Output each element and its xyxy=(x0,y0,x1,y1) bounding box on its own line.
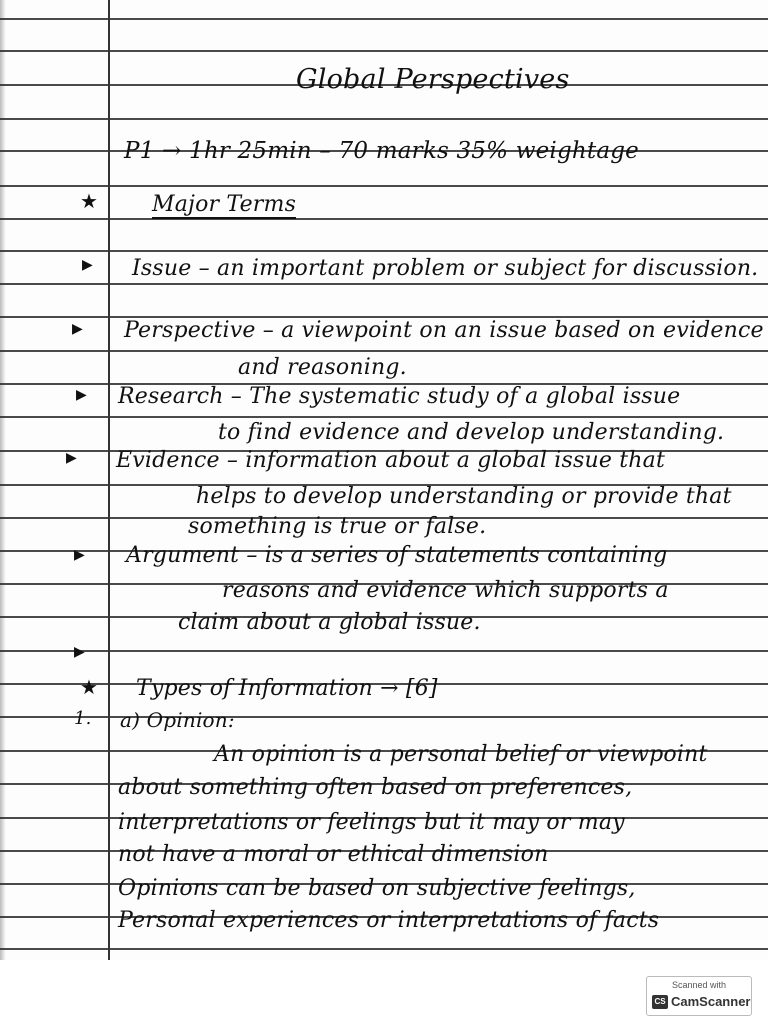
ruled-line xyxy=(0,650,768,652)
ruled-line xyxy=(0,218,768,220)
margin-line xyxy=(108,0,110,960)
ruled-line xyxy=(0,716,768,718)
term-argument: Argument – is a series of statements containing xyxy=(126,543,668,568)
ruled-line xyxy=(0,118,768,120)
paper-info-line: P1 → 1hr 25min – 70 marks 35% weightage xyxy=(124,138,639,164)
ruled-line xyxy=(0,416,768,418)
ruled-line xyxy=(0,250,768,252)
term-perspective-cont: and reasoning. xyxy=(238,355,407,380)
watermark-brand: CamScanner xyxy=(671,994,751,1009)
item-title-opinion: a) Opinion: xyxy=(120,708,235,732)
term-argument-cont2: claim about a global issue. xyxy=(178,610,481,635)
triangle-bullet-icon: ▶ xyxy=(74,644,85,660)
item-number: 1. xyxy=(74,708,92,729)
camscanner-logo-icon: CS xyxy=(652,995,668,1009)
triangle-bullet-icon: ▶ xyxy=(76,387,87,403)
term-perspective: Perspective – a viewpoint on an issue based on evidence xyxy=(124,318,764,343)
opinion-paragraph-line: Personal experiences or interpretations of facts xyxy=(118,908,660,933)
ruled-line xyxy=(0,283,768,285)
triangle-bullet-icon: ▶ xyxy=(82,257,93,273)
term-evidence-cont2: something is true or false. xyxy=(188,514,487,539)
term-research-cont: to find evidence and develop understanding. xyxy=(218,420,725,445)
page-title: Global Perspectives xyxy=(296,64,570,95)
watermark-caption: Scanned with xyxy=(671,980,727,990)
term-issue: Issue – an important problem or subject for discussion. xyxy=(132,256,759,281)
term-evidence: Evidence – information about a global issue that xyxy=(116,448,666,473)
star-icon: ★ xyxy=(80,189,98,213)
opinion-paragraph-line: Opinions can be based on subjective feelings, xyxy=(118,876,636,901)
ruled-line xyxy=(0,185,768,187)
term-argument-cont1: reasons and evidence which supports a xyxy=(222,578,669,603)
section-heading-types-of-information: Types of Information → [6] xyxy=(136,676,438,701)
triangle-bullet-icon: ▶ xyxy=(66,450,77,466)
ruled-line xyxy=(0,350,768,352)
opinion-paragraph-line: about something often based on preferences, xyxy=(118,775,633,800)
ruled-line xyxy=(0,18,768,20)
page-edge-shadow xyxy=(0,0,6,960)
term-evidence-cont1: helps to develop understanding or provide that xyxy=(196,484,732,509)
star-icon: ★ xyxy=(80,675,98,699)
term-research: Research – The systematic study of a global issue xyxy=(118,384,681,409)
triangle-bullet-icon: ▶ xyxy=(74,547,85,563)
ruled-line xyxy=(0,50,768,52)
opinion-paragraph-line: interpretations or feelings but it may or may xyxy=(118,810,625,835)
camscanner-watermark xyxy=(646,976,752,1016)
opinion-paragraph-line: not have a moral or ethical dimension xyxy=(118,842,549,867)
opinion-paragraph-line: An opinion is a personal belief or viewpoint xyxy=(214,742,708,767)
section-heading-major-terms: Major Terms xyxy=(152,192,297,217)
triangle-bullet-icon: ▶ xyxy=(72,321,83,337)
ruled-line xyxy=(0,948,768,950)
